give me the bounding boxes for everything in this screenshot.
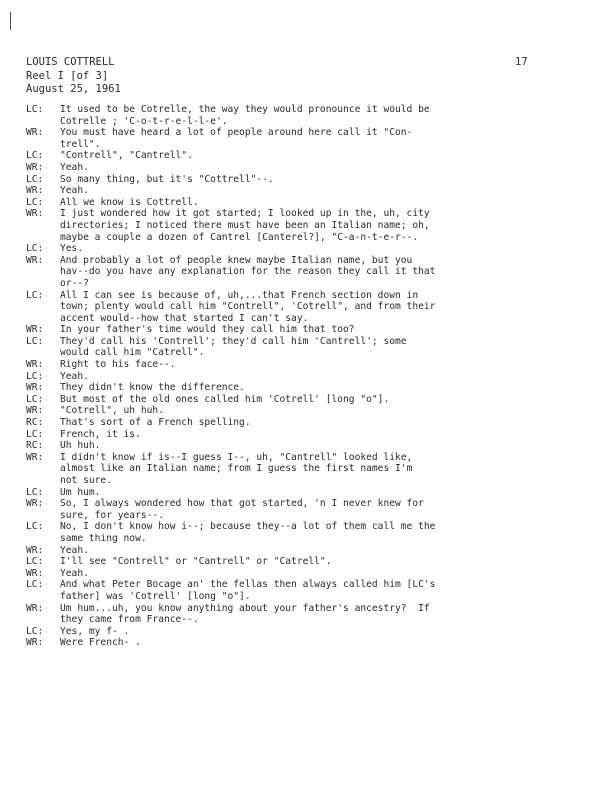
speaker-label: LC: <box>26 173 44 185</box>
entry-text: Yeah. <box>60 544 89 556</box>
entry-text: Yeah. <box>60 567 89 579</box>
transcript-entry <box>26 382 586 394</box>
speaker-label: WR: <box>26 324 44 336</box>
entry-text: Uh huh. <box>60 440 101 452</box>
speaker-label: WR: <box>26 451 44 463</box>
transcript-entry <box>26 371 586 383</box>
speaker-label: RC: <box>26 417 44 429</box>
transcript-entry <box>26 336 586 359</box>
entry-text: It used to be Cotrelle, the way they would pronounce it would be Cotrelle ; 'C-o-t-r-e-l-l-e'. <box>60 104 430 127</box>
speaker-label: WR: <box>26 161 44 173</box>
transcript-entry <box>26 626 586 638</box>
speaker-label: LC: <box>26 289 44 301</box>
speaker-label: WR: <box>26 254 44 266</box>
transcript-entry <box>26 452 586 487</box>
entry-text: I'll see "Contrell" or "Cantrell" or "Catrell". <box>60 556 332 568</box>
entry-text: They'd call his 'Contrell'; they'd call him 'Cantrell'; some would call him "Catrell". <box>60 335 407 359</box>
speaker-label: WR: <box>26 498 44 510</box>
speaker-label: WR: <box>26 602 44 614</box>
entry-text: Yeah. <box>60 161 89 173</box>
speaker-label: LC: <box>26 428 44 440</box>
entry-text: Yes, my f- . <box>60 625 130 637</box>
transcript-body <box>26 104 586 649</box>
entry-text: Um hum...uh, you know anything about your father's ancestry? If they came from France--. <box>60 602 430 626</box>
entry-text: Right to his face--. <box>60 359 176 371</box>
speaker-label: LC: <box>26 521 44 533</box>
transcript-entry <box>26 255 586 290</box>
transcript-entry <box>26 556 586 568</box>
transcript-entry <box>26 127 586 150</box>
transcript-entry <box>26 417 586 429</box>
transcript-entry <box>26 324 586 336</box>
entry-text: And what Peter Bocage an' the fellas then always called him [LC's father] was 'Cotrell' [long "o"]. <box>60 579 436 602</box>
entry-text: In your father's time would they call him that too? <box>60 324 355 336</box>
speaker-label: WR: <box>26 359 44 371</box>
speaker-label: LC: <box>26 393 44 405</box>
speaker-label: LC: <box>26 104 44 115</box>
transcript-entry <box>26 104 586 127</box>
entry-text: They didn't know the difference. <box>60 382 245 394</box>
transcript-entry <box>26 568 586 580</box>
entry-text: So, I always wondered how that got started, 'n I never knew for sure, for years--. <box>60 498 424 521</box>
speaker-label: LC: <box>26 625 44 637</box>
page-header <box>26 56 121 97</box>
transcript-entry <box>26 521 586 544</box>
entry-text: All we know is Cottrell. <box>60 196 199 208</box>
entry-text: That's sort of a French spelling. <box>60 417 251 429</box>
entry-text: "Contrell", "Cantrell". <box>60 150 193 162</box>
interview-date: August 25, 1961 <box>26 83 121 95</box>
speaker-label: WR: <box>26 637 44 649</box>
speaker-label: RC: <box>26 440 44 452</box>
speaker-label: WR: <box>26 185 44 197</box>
reel-info: Reel I [of 3] <box>26 69 109 82</box>
transcript-entry <box>26 405 586 417</box>
speaker-label: LC: <box>26 335 44 347</box>
entry-text: Yeah. <box>60 185 89 197</box>
entry-text: No, I don't know how i--; because they--a lot of them call me the same thing now. <box>60 521 436 544</box>
entry-text: Yeah. <box>60 370 89 382</box>
entry-text: Um hum. <box>60 486 101 498</box>
transcript-entry <box>26 150 586 162</box>
transcript-entry <box>26 429 586 441</box>
transcript-entry <box>26 637 586 649</box>
entry-text: You must have heard a lot of people around here call it "Con- trell". <box>60 127 413 150</box>
transcript-entry <box>26 545 586 557</box>
transcript-entry <box>26 208 586 243</box>
speaker-label: WR: <box>26 544 44 556</box>
transcript-entry <box>26 359 586 371</box>
speaker-label: LC: <box>26 486 44 498</box>
entry-text: And probably a lot of people knew maybe Italian name, but you hav--do you have any explanation for the reason they call it that or--? <box>60 254 436 289</box>
transcript-entry <box>26 185 586 197</box>
speaker-label: LC: <box>26 243 44 255</box>
transcript-entry <box>26 197 586 209</box>
entry-text: French, it is. <box>60 428 141 440</box>
entry-text: I just wondered how it got started; I looked up in the, uh, city directories; I noticed there must have been an Italian name; oh, maybe a couple a dozen of Cantrel [Canterel?], "C-a-n-t-e-r--. <box>60 208 430 243</box>
speaker-label: LC: <box>26 150 44 162</box>
speaker-label: WR: <box>26 127 44 139</box>
speaker-label: WR: <box>26 208 44 220</box>
speaker-label: LC: <box>26 370 44 382</box>
speaker-label: WR: <box>26 405 44 417</box>
entry-text: So many thing, but it's "Cottrell"--. <box>60 173 274 185</box>
transcript-entry <box>26 498 586 521</box>
transcript-entry <box>26 603 586 626</box>
speaker-label: WR: <box>26 567 44 579</box>
entry-text: But most of the old ones called him 'Cotrell' [long "o"]. <box>60 393 390 405</box>
entry-text: Yes. <box>60 243 84 255</box>
transcript-entry <box>26 162 586 174</box>
margin-mark <box>10 12 11 30</box>
transcript-entry <box>26 174 586 186</box>
transcript-entry <box>26 290 586 325</box>
transcript-entry <box>26 243 586 255</box>
transcript-entry <box>26 487 586 499</box>
speaker-label: LC: <box>26 196 44 208</box>
transcript-entry <box>26 440 586 452</box>
transcript-entry <box>26 579 586 602</box>
page-number: 17 <box>515 56 528 68</box>
speaker-label: LC: <box>26 579 44 591</box>
interviewee-name: LOUIS COTTRELL <box>26 56 115 68</box>
entry-text: All I can see is because of, uh,...that French section down in town; plenty would call him "Contrell", 'Cotrell", and from their accent would--how that started I can't say. <box>60 289 436 324</box>
transcript-entry <box>26 394 586 406</box>
entry-text: "Cotrell", uh huh. <box>60 405 164 417</box>
speaker-label: WR: <box>26 382 44 394</box>
speaker-label: LC: <box>26 556 44 568</box>
entry-text: I didn't know if is--I guess I--, uh, "Cantrell" looked like, almost like an Italian name; from I guess the first names I'm not sure. <box>60 451 413 486</box>
entry-text: Were French- . <box>60 637 141 649</box>
